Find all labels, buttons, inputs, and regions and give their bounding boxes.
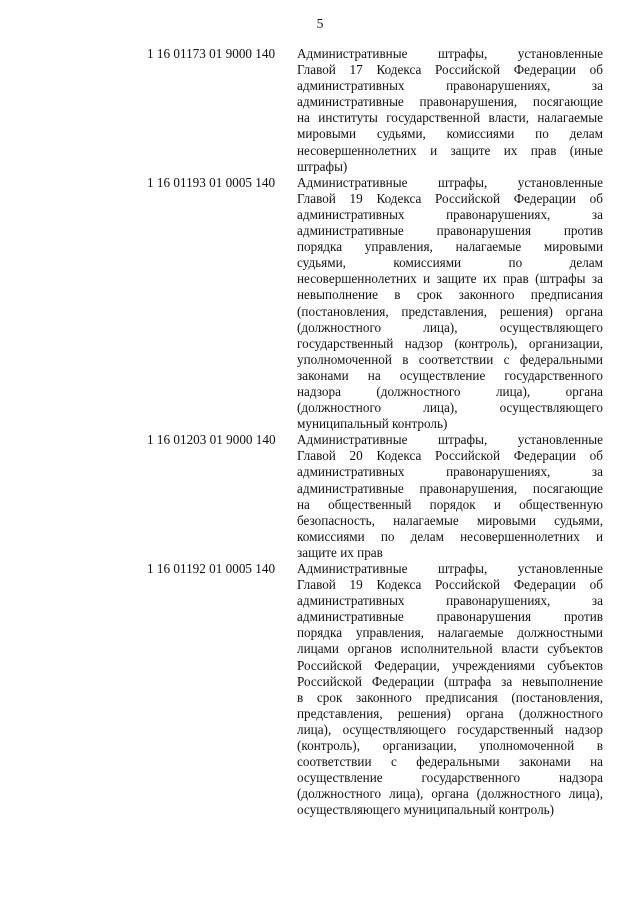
description-line: Российской Федерации (штрафа за невыполнение <box>297 673 603 689</box>
description-line: соответствии с федеральными законами на <box>297 754 603 770</box>
revenue-code: 1 16 01192 01 0005 140 <box>147 561 276 576</box>
revenue-code: 1 16 01193 01 0005 140 <box>147 174 276 190</box>
description-line: (контроль), организации, уполномоченной в <box>297 738 603 754</box>
description-line: защите их прав <box>297 544 383 560</box>
description-line: Главой 17 Кодекса Российской Федерации об <box>297 62 603 78</box>
description-line: комиссиями по делам несовершеннолетних и <box>297 528 603 544</box>
table-row <box>147 46 603 175</box>
description-line: несовершеннолетних и защите их прав (иные <box>297 142 603 158</box>
description-line: Главой 19 Кодекса Российской Федерации об <box>297 190 603 206</box>
description-line: осуществление государственного надзора <box>297 770 603 786</box>
description-line: представления, решения) органа (должностного <box>297 705 603 721</box>
description-line: уполномоченной в соответствии с федеральными <box>297 351 603 367</box>
description-line: (должностного лица), осуществляющего <box>297 400 603 416</box>
revenue-code: 1 16 01203 01 9000 140 <box>147 432 276 448</box>
description-line: Административные штрафы, установленные <box>297 174 603 190</box>
description-line: лица), осуществляющего государственный надзор <box>297 721 603 737</box>
description-line: законами на осуществление государственного <box>297 367 603 383</box>
description-line: Административные штрафы, установленные <box>297 432 603 448</box>
description-line: штрафы) <box>297 158 348 174</box>
description-line: невыполнение в срок законного предписания <box>297 287 603 303</box>
description-line: мировыми судьями, комиссиями по делам <box>297 126 603 142</box>
description-line: в срок законного предписания (постановления, <box>297 689 603 705</box>
description-line: (должностного лица), осуществляющего <box>297 319 603 335</box>
page-number: 5 <box>316 16 324 31</box>
description-line: административные правонарушения, посягающие <box>297 480 603 496</box>
revenue-description <box>297 561 603 819</box>
description-line: (должностного лица), органа (должностного лица), <box>297 786 603 802</box>
description-line: административные правонарушения против <box>297 223 603 239</box>
description-line: Российской Федерации, учреждениями субъектов <box>297 657 603 673</box>
description-line: несовершеннолетних и защите их прав (штрафы за <box>297 271 603 287</box>
table-row <box>147 432 603 561</box>
description-line: Главой 19 Кодекса Российской Федерации об <box>297 577 603 593</box>
description-line: административные правонарушения, посягающие <box>297 94 603 110</box>
description-line: на общественный порядок и общественную <box>297 496 603 512</box>
description-line: порядка управления, налагаемые мировыми <box>297 239 603 255</box>
revenue-code: 1 16 01173 01 9000 140 <box>147 46 276 61</box>
revenue-description <box>297 432 603 561</box>
description-line: порядка управления, налагаемые должностными <box>297 625 603 641</box>
description-line: государственный надзор (контроль), организации, <box>297 335 603 351</box>
description-line: муниципальный контроль) <box>297 416 448 432</box>
revenue-description <box>297 175 603 433</box>
description-line: Главой 20 Кодекса Российской Федерации об <box>297 448 603 464</box>
table-row <box>147 175 603 433</box>
description-line: (постановления, представления, решения) органа <box>297 303 603 319</box>
description-line: на институты государственной власти, налагаемые <box>297 110 603 126</box>
description-line: Административные штрафы, установленные <box>297 561 603 576</box>
description-line: административных правонарушениях, за <box>297 464 603 480</box>
description-line: безопасность, налагаемые мировыми судьями, <box>297 512 603 528</box>
table-row <box>147 561 603 819</box>
revenue-description <box>297 46 603 175</box>
description-line: Административные штрафы, установленные <box>297 46 603 61</box>
description-line: административных правонарушениях, за <box>297 206 603 222</box>
revenue-code-table <box>147 46 603 819</box>
description-line: надзора (должностного лица), органа <box>297 383 603 399</box>
description-line: лицами органов исполнительной власти субъектов <box>297 641 603 657</box>
description-line: судьями, комиссиями по делам <box>297 255 603 271</box>
description-line: осуществляющего муниципальный контроль) <box>297 802 555 818</box>
description-line: административных правонарушениях, за <box>297 593 603 609</box>
description-line: административные правонарушения против <box>297 609 603 625</box>
description-line: административных правонарушениях, за <box>297 78 603 94</box>
